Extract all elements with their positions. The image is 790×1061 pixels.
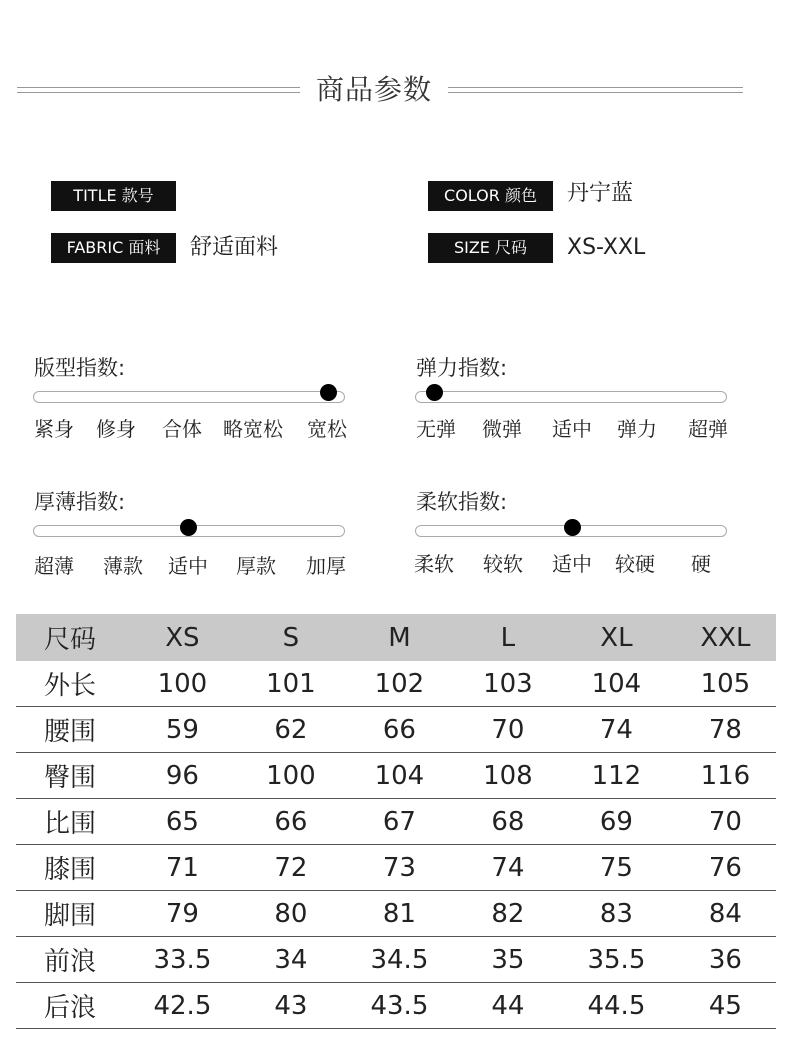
table-cell: 43 [241,983,341,1029]
softness-option: 硬 [691,552,711,576]
table-cell: 74 [458,845,558,891]
header-cell: XXL [675,614,776,661]
row-label-cell: 后浪 [16,983,124,1029]
row-label-cell: 外长 [16,661,124,707]
table-cell: 74 [558,707,675,753]
fabric-tag: FABRIC 面料 [51,233,176,263]
table-cell: 73 [341,845,458,891]
table-row [16,753,776,799]
table-cell: 75 [558,845,675,891]
table-cell: 44.5 [558,983,675,1029]
table-cell: 70 [675,799,776,845]
thickness-option: 厚款 [236,554,276,578]
size-tag: SIZE 尺码 [428,233,553,263]
table-cell: 66 [241,799,341,845]
table-cell: 35 [458,937,558,983]
table-cell: 69 [558,799,675,845]
color-value: 丹宁蓝 [567,181,634,206]
fit-index-title: 版型指数: [34,356,126,380]
fit-option: 略宽松 [223,417,283,441]
header-cell: M [341,614,458,661]
table-cell: 68 [458,799,558,845]
softness-option: 适中 [552,552,592,576]
elasticity-index-title: 弹力指数: [416,356,508,380]
table-cell: 81 [341,891,458,937]
header-cell: S [241,614,341,661]
thickness-option: 适中 [168,554,208,578]
fit-index-knob [320,384,337,401]
thickness-option: 薄款 [103,554,143,578]
table-cell: 100 [241,753,341,799]
table-cell: 104 [341,753,458,799]
elasticity-option: 适中 [552,417,592,441]
table-cell: 101 [241,661,341,707]
fabric-value: 舒适面料 [190,235,279,260]
table-cell: 70 [458,707,558,753]
table-cell: 80 [241,891,341,937]
table-cell: 42.5 [124,983,241,1029]
table-cell: 35.5 [558,937,675,983]
table-cell: 65 [124,799,241,845]
table-cell: 108 [458,753,558,799]
row-label-cell: 腰围 [16,707,124,753]
table-cell: 82 [458,891,558,937]
thickness-option: 加厚 [306,554,346,578]
table-cell: 76 [675,845,776,891]
table-cell: 84 [675,891,776,937]
table-cell: 67 [341,799,458,845]
title-tag: TITLE 款号 [51,181,176,211]
table-cell: 36 [675,937,776,983]
heading-rule-right [448,87,743,93]
header-cell: XS [124,614,241,661]
size-value: XS-XXL [567,235,646,260]
table-row [16,891,776,937]
table-cell: 105 [675,661,776,707]
table-cell: 79 [124,891,241,937]
row-label-cell: 臀围 [16,753,124,799]
table-cell: 112 [558,753,675,799]
row-label-cell: 脚围 [16,891,124,937]
table-cell: 102 [341,661,458,707]
elasticity-option: 弹力 [617,417,657,441]
table-row [16,707,776,753]
table-cell: 33.5 [124,937,241,983]
fit-option: 紧身 [34,417,74,441]
table-cell: 96 [124,753,241,799]
table-cell: 34 [241,937,341,983]
table-row [16,983,776,1029]
table-row [16,845,776,891]
softness-option: 柔软 [414,552,454,576]
elasticity-option: 无弹 [416,417,456,441]
fit-option: 合体 [162,417,202,441]
softness-option: 较硬 [615,552,655,576]
elasticity-index-track [415,391,727,403]
thickness-index-knob [180,519,197,536]
table-cell: 34.5 [341,937,458,983]
heading-rule-left [17,87,300,93]
size-table-header [16,614,776,661]
table-cell: 78 [675,707,776,753]
table-cell: 116 [675,753,776,799]
table-cell: 44 [458,983,558,1029]
fit-index-track [33,391,345,403]
row-label-cell: 比围 [16,799,124,845]
thickness-index-title: 厚薄指数: [34,490,126,514]
table-cell: 104 [558,661,675,707]
table-cell: 62 [241,707,341,753]
table-cell: 71 [124,845,241,891]
softness-index-title: 柔软指数: [416,490,508,514]
table-cell: 100 [124,661,241,707]
header-cell: L [458,614,558,661]
table-cell: 59 [124,707,241,753]
table-row [16,799,776,845]
table-cell: 103 [458,661,558,707]
table-cell: 43.5 [341,983,458,1029]
table-cell: 66 [341,707,458,753]
table-row [16,661,776,707]
softness-option: 较软 [483,552,523,576]
fit-option: 宽松 [307,417,347,441]
table-cell: 83 [558,891,675,937]
header-cell: 尺码 [16,614,124,661]
section-title: 商品参数 [315,73,432,106]
row-label-cell: 膝围 [16,845,124,891]
size-table-body [16,661,776,1029]
size-table [16,614,776,1029]
softness-index-knob [564,519,581,536]
fit-option: 修身 [96,417,136,441]
thickness-option: 超薄 [34,554,74,578]
elasticity-option: 微弹 [482,417,522,441]
row-label-cell: 前浪 [16,937,124,983]
table-cell: 72 [241,845,341,891]
table-row [16,937,776,983]
header-cell: XL [558,614,675,661]
elasticity-option: 超弹 [688,417,728,441]
table-cell: 45 [675,983,776,1029]
elasticity-index-knob [426,384,443,401]
color-tag: COLOR 颜色 [428,181,553,211]
